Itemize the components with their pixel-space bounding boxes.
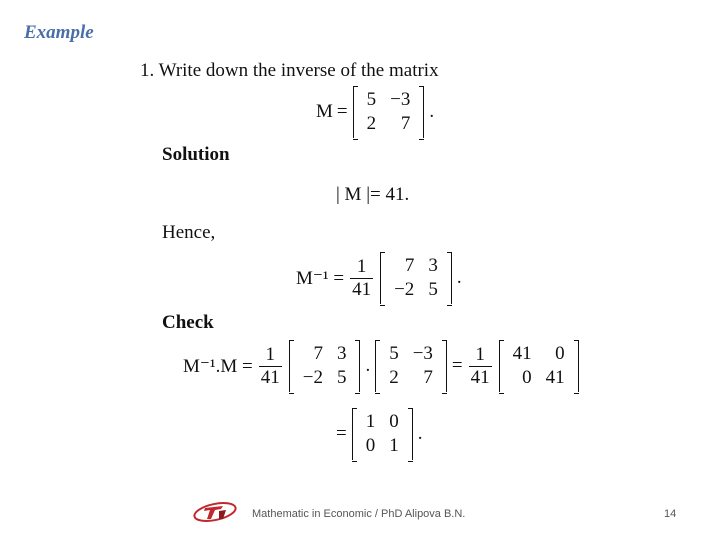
check-fraction-1 [259,344,282,389]
equals-sign: = [451,355,463,376]
determinant: | M |= 41. [336,184,410,205]
check-label: Check [162,312,214,333]
matrix-m-name: M [316,101,333,122]
matrix-cell: −3 [390,89,411,110]
equals-sign: = [336,101,348,122]
matrix-cell: 3 [428,255,438,276]
multiply-dot: . [365,355,371,376]
check-matrix-product [499,340,579,392]
matrix-cell: 7 [423,367,433,388]
matrix-cell: −2 [394,279,415,300]
matrix-cell: 2 [366,113,377,134]
check-equation [181,340,582,392]
inverse-lhs: M⁻¹ = [296,267,345,289]
matrix-cell: 5 [366,89,377,110]
matrix-m [353,86,425,138]
identity-matrix [352,408,413,460]
matrix-cell: 5 [336,367,347,388]
check-matrix-m [375,340,447,392]
check-fraction-2 [469,344,492,389]
problem-statement: 1. Write down the inverse of the matrix [140,60,439,81]
fraction-denominator: 41 [470,366,490,388]
equals-sign: = [336,423,347,444]
period: . [429,101,435,122]
fraction-numerator: 1 [356,255,367,277]
matrix-cell: 0 [522,367,532,388]
matrix-cell: 7 [313,343,323,364]
matrix-m-equation [314,86,436,138]
slide-heading: Example [24,22,94,43]
matrix-cell: 41 [512,343,532,364]
period: . [417,423,423,444]
matrix-cell: 5 [389,343,399,364]
identity-equation [334,408,424,460]
solution-label: Solution [162,144,230,165]
page-number: 14 [664,508,677,520]
matrix-cell: 7 [404,255,415,276]
matrix-cell: 0 [365,435,376,456]
matrix-cell: −3 [412,343,433,364]
inverse-matrix [380,252,452,304]
footer-text: Mathematic in Economic / PhD Alipova B.N. [252,508,466,520]
hence-text: Hence, [162,222,216,243]
matrix-cell: −2 [302,367,323,388]
matrix-cell: 3 [336,343,347,364]
inverse-fraction [350,256,373,301]
matrix-cell: 0 [555,343,565,364]
university-logo [193,502,237,522]
matrix-cell: 41 [545,367,565,388]
inverse-equation [294,252,464,304]
matrix-cell: 1 [365,411,376,432]
check-lhs: M⁻¹.M = [183,355,253,377]
period: . [456,267,462,288]
check-matrix-inverse [289,340,361,392]
fraction-numerator: 1 [475,343,485,365]
fraction-denominator: 41 [352,278,372,300]
matrix-cell: 5 [428,279,438,300]
matrix-cell: 0 [389,411,399,432]
fraction-numerator: 1 [265,343,275,365]
matrix-cell: 1 [389,435,399,456]
matrix-cell: 2 [389,367,399,388]
fraction-denominator: 41 [260,366,280,388]
matrix-cell: 7 [400,113,411,134]
